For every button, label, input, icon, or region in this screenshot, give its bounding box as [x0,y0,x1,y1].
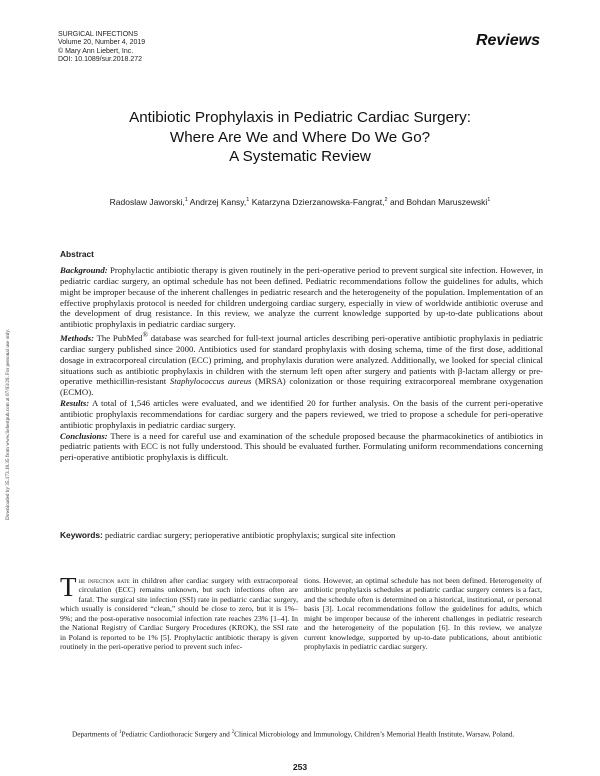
article-title [58,108,542,167]
title-line-2: Where Are We and Where Do We Go? [169,128,431,146]
title-line-1: Antibiotic Prophylaxis in Pediatric Cardiac Surgery: [129,109,471,126]
journal-info [58,31,145,65]
journal-copyright: © Mary Ann Liebert, Inc. [58,47,134,55]
footnote-dept-2: Clinical Microbiology and Immunology, Children’s Memorial Health Institute, Warsaw, Poland. [234,729,515,739]
lead-in: he infection rate [78,576,130,585]
keywords-text: pediatric cardiac surgery; perioperative antibiotic prophylaxis; surgical site infection [104,530,396,540]
author-affiliation: 1 [487,197,491,204]
journal-doi: DOI: 10.1089/sur.2018.272 [58,56,143,64]
abstract-methods [60,330,543,398]
title-line-3: A Systematic Review [229,148,371,165]
background-text: Prophylactic antibiotic therapy is given routinely in the peri-operative period to prevent surgical site infection. However, in pediatric cardiac surgery, an optimal schedule has not been defined. Pediatric recommendations follow the guidelines for adults, which might be improper because of the inherent challenges in pediatric research and the heterogeneity of the population. Implementation of an effective prophylaxis protocol is needed for children undergoing cardiac surgery, especially in view of worldwide antibiotic overuse and the development of drug resistance. In this review, we analyze the current knowledge supported by up-to-date publications about antibiotic prophylaxis in pediatric cardiac surgery. [60,265,543,330]
journal-name: SURGICAL INFECTIONS [58,31,138,38]
journal-volume: Volume 20, Number 4, 2019 [58,39,146,47]
methods-text: database was searched for full-text journal articles describing peri-operative antibiotic prophylaxis in pediatric cardiac surgery published since 2000. Antibiotics used for standard prophylaxis with dosing schema, time of the first dose, additional dosage in extracorporeal circulation (ECC) priming, and prophylaxis duration were analyzed. Additionally, we looked for special clinical situations such as antibiotic prophylaxis in children with the sternum left open after surgery and patients with β-lactam allergy or pre-operative methicillin-resistant [60,332,544,387]
results-label: Results: [60,398,90,409]
section-label: Reviews [475,32,540,49]
methods-text: The PubMed [96,332,143,343]
body-text-right: tions. However, an optimal schedule has not been defined. Heterogeneity of antibiotic prophylaxis schedules at pediatric cardiac surgery centers is a fact, and the schedule often is determined on a historical, institutional, or personal basis [3]. Local recommendations follow the guidelines for adults, which might be improper because of the inherent challenges in pediatric research and the heterogeneity of the population [6]. In this review, we analyze current knowledge, supported by up-to-date publications, about antibiotic prophylaxis in pediatric cardiac surgery. [304,576,542,652]
conclusions-text: There is a need for careful use and examination of the schedule proposed because the pharmacokinetics of antibiotics in pediatric patients with ECC is not fully understood. This should be evaluated further. Formulating uniform recommendations concerning peri-operative antibiotic prophylaxis is difficult. [60,430,543,463]
footnote-sup: 1 [119,730,122,735]
abstract-conclusions [60,431,543,464]
footnote-prefix: Departments of [72,729,118,739]
methods-label: Methods: [60,332,95,343]
author-affiliation: 1 [184,197,188,204]
abstract-heading: Abstract [60,249,94,259]
author-affiliation: 1 [246,197,250,204]
author-list [58,197,542,207]
body-column-right [304,576,542,652]
abstract-body [60,265,543,463]
keywords-label: Keywords: [60,530,103,540]
author-name: Andrzej Kansy, [189,197,247,207]
author-name: Katarzyna Dzierzanowska-Fangrat, [251,197,385,207]
download-note: Downloaded by 35.173.18.35 from www.liebertpub.com at 07/03/20. For personal use only. [5,329,11,520]
author-name: and Bohdan Maruszewski [389,197,488,207]
abstract-results [60,398,543,431]
conclusions-label: Conclusions: [60,430,108,441]
methods-text: (MRSA) colonization or those requiring extracorporeal membrane oxygenation (ECMO). [60,376,544,398]
abstract-background [60,265,543,330]
body-column-left [60,572,299,652]
affiliation-footnote [72,728,542,739]
footnote-sup: 2 [231,730,235,735]
body-text-left: in children after cardiac surgery with extracorporeal circulation (ECC) remains unknown, but such infections often are fatal. The surgical site infection (SSI) rate in pediatric cardiac surgery, which usually is considered “clean,” should be close to zero, but it is 1%–9%; and the post-operative nosocomial infection rate reaches 23% [1–4]. In the National Registry of Cardiac Surgery Procedures (KROK), the SSI rate in Poland is reported to be 1% [5]. Prophylactic antibiotic therapy is given routinely in the peri-operative period to prevent such infec- [60,576,299,652]
author-name: Radoslaw Jaworski, [109,197,185,207]
keywords [60,530,543,540]
page-number: 253 [292,762,308,772]
author-affiliation: 2 [384,197,388,204]
results-text: A total of 1,546 articles were evaluated, and we identified 20 for further analysis. On the basis of the current peri-operative antibiotic prophylaxis recommendations for cardiac surgery and the papers reviewed, we tried to propose a schedule for peri-operative antibiotic prophylaxis in pediatric cardiac surgery. [60,398,543,430]
registered-mark: ® [142,331,149,340]
drop-cap: T [60,572,77,602]
footnote-dept-1: Pediatric Cardiothoracic Surgery and [121,729,230,739]
methods-organism: Staphylococcus aureus [169,376,252,387]
background-label: Background: [60,265,108,275]
